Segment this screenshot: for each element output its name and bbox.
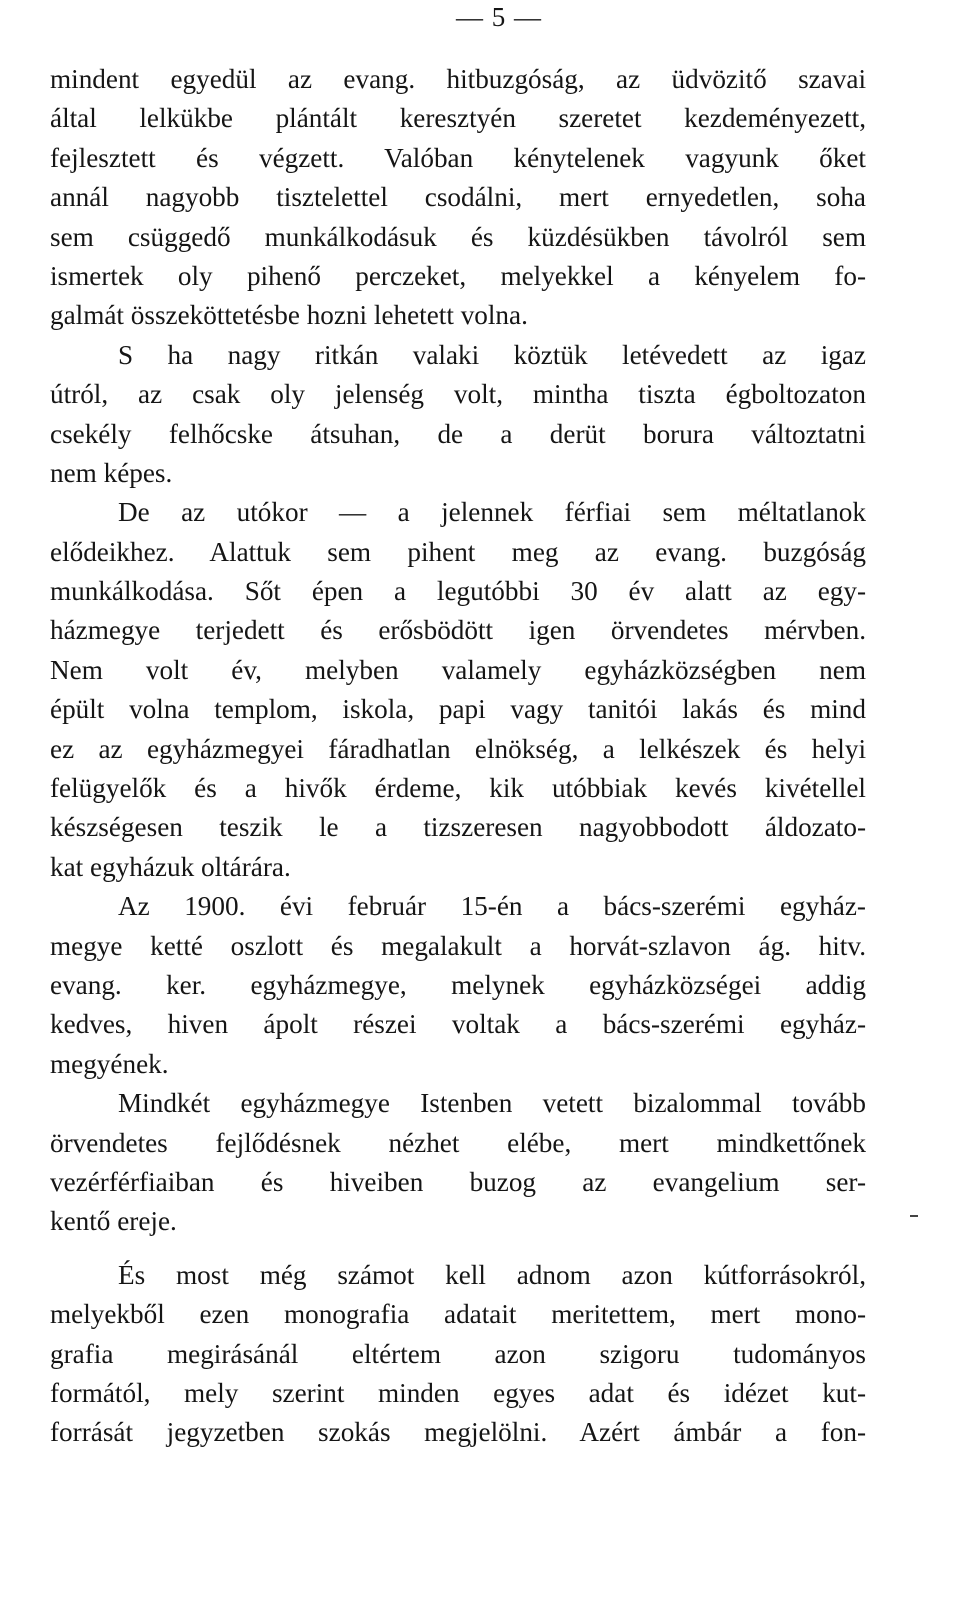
- text-line: forrását jegyzetben szokás megjelölni. Azért ámbár a fon-: [50, 1417, 866, 1448]
- text-line: Mindkét egyházmegye Istenben vetett bizalommal tovább: [118, 1088, 866, 1119]
- text-line: készségesen teszik le a tizszeresen nagyobbodott áldozato-: [50, 812, 866, 843]
- margin-mark: [910, 1215, 918, 1217]
- text-line: Az 1900. évi február 15-én a bács-szerémi egyház-: [118, 891, 866, 922]
- text-line: megye ketté oszlott és megalakult a horvát-szlavon ág. hitv.: [50, 930, 866, 961]
- page-number: — 5 —: [456, 2, 542, 32]
- text-line: kentő ereje.: [50, 1206, 177, 1237]
- text-line: házmegye terjedett és erősbödött igen örvendetes mérvben.: [50, 615, 866, 646]
- text-line: melyekből ezen monografia adatait meritettem, mert mono-: [50, 1299, 866, 1330]
- text-line: felügyelők és a hivők érdeme, kik utóbbiak kevés kivétellel: [50, 773, 866, 804]
- text-line: megyének.: [50, 1048, 169, 1079]
- text-line: épült volna templom, iskola, papi vagy tanitói lakás és mind: [50, 694, 866, 725]
- text-line: kat egyházuk oltárára.: [50, 851, 291, 882]
- text-line: grafia megirásánál eltértem azon szigoru tudományos: [50, 1338, 866, 1369]
- text-line: csekély felhőcske átsuhan, de a derüt borura változtatni: [50, 418, 866, 449]
- text-line: kedves, hiven ápolt részei voltak a bács-szerémi egyház-: [50, 1009, 866, 1040]
- text-line: elődeikhez. Alattuk sem pihent meg az evang. buzgóság: [50, 536, 866, 567]
- text-line: útról, az csak oly jelenség volt, mintha tiszta égboltozaton: [50, 379, 866, 410]
- text-line: annál nagyobb tisztelettel csodálni, mert ernyedetlen, soha: [50, 182, 866, 213]
- text-line: fejlesztett és végzett. Valóban kénytelenek vagyunk őket: [50, 142, 866, 173]
- text-line: mindent egyedül az evang. hitbuzgóság, az üdvözitő szavai: [50, 64, 866, 94]
- text-line: ismertek oly pihenő perczeket, melyekkel a kényelem fo-: [50, 260, 866, 291]
- text-line: munkálkodása. Sőt épen a legutóbbi 30 év alatt az egy-: [50, 576, 866, 607]
- text-line: formától, mely szerint minden egyes adat és idézet kut-: [50, 1377, 866, 1408]
- text-line: vezérférfiaiban és hiveiben buzog az evangelium ser-: [50, 1166, 866, 1197]
- paragraph-gap: [50, 1242, 866, 1256]
- text-line: galmát összeköttetésbe hozni lehetett volna.: [50, 300, 528, 331]
- text-line: sem csüggedő munkálkodásuk és küzdésükben távolról sem: [50, 221, 866, 252]
- text-line: S ha nagy ritkán valaki köztük letévedett az igaz: [118, 339, 866, 370]
- text-line: evang. ker. egyházmegye, melynek egyházközségei addig: [50, 969, 866, 1000]
- text-line: által lelkükbe plántált keresztyén szeretet kezdeményezett,: [50, 103, 866, 134]
- text-line: nem képes.: [50, 457, 173, 488]
- text-line: És most még számot kell adnom azon kútforrásokról,: [118, 1259, 866, 1290]
- text-line: ez az egyházmegyei fáradhatlan elnökség, a lelkészek és helyi: [50, 733, 866, 764]
- page-text-body: [50, 60, 866, 1453]
- text-line: De az utókor — a jelennek férfiai sem méltatlanok: [118, 497, 866, 528]
- text-line: örvendetes fejlődésnek nézhet elébe, mert mindkettőnek: [50, 1127, 866, 1158]
- text-line: Nem volt év, melyben valamely egyházközségben nem: [50, 654, 866, 685]
